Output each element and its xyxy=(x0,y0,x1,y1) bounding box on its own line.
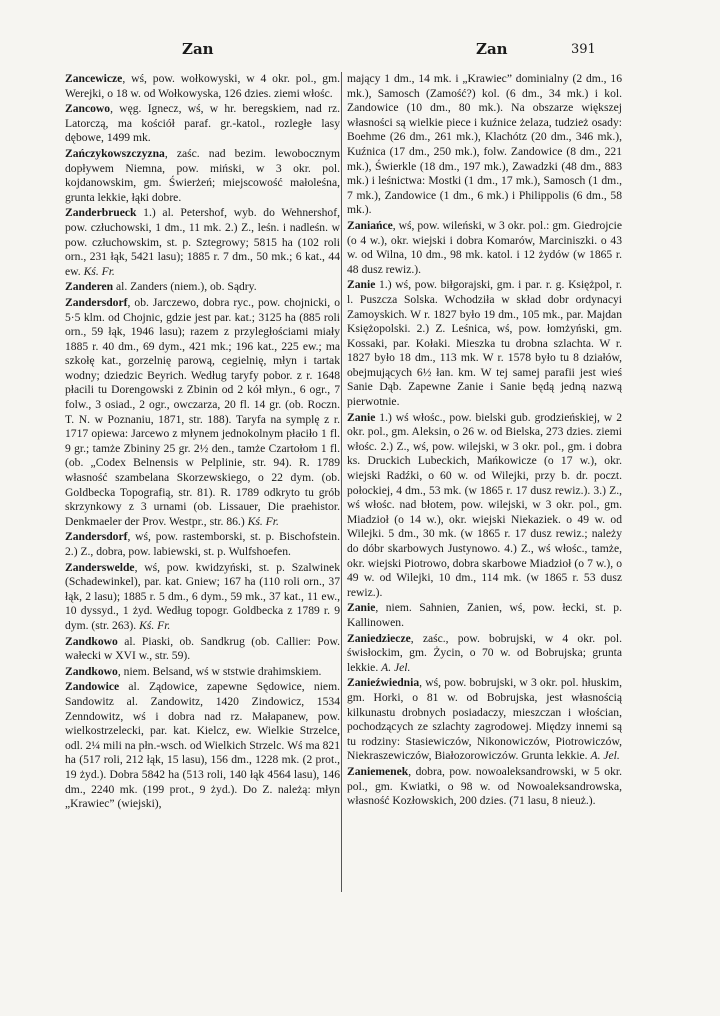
entry-headword: Zandersdorf xyxy=(65,295,128,309)
right-column xyxy=(347,72,622,972)
dictionary-entry xyxy=(347,765,622,809)
dictionary-entry xyxy=(65,206,340,279)
dictionary-entry xyxy=(65,102,340,146)
entry-headword: Zanieźwiednia xyxy=(347,676,420,690)
entry-text: , zaśc. nad bezim. lewobocznym dopływem Niemna, pow. miński, w 3 okr. pol. kojdanowskim, gm. Świerżeń; miejscowość małoleśna, grunta lekkie, łąki dobre. xyxy=(65,146,340,204)
entry-signature: A. Jel. xyxy=(381,660,411,674)
entry-text: 1.) wś, pow. biłgorajski, gm. i par. r. g. Księżpol, r. l. Puszcza Solska. Wchodziła w skład dobr ordynacyi Zamoyskich. W r. 1827 było 19 dm., 105 mk., par. Majdan Księżopolski. 2.) Z. Leśnica, wś, pow. łomżyński, gm. Kossaki, par. Kołaki. Mieszka tu drobna szlachta. W r. 1827 było 18 dm., 113 mk. W r. 1578 było tu 8 działów, obejmujących 6½ łan. km. W tej samej parafii jest wieś Sanie Dąb. Zapewne Zanie i Sanie będą jedną nazwą pierwotnie. xyxy=(347,278,622,409)
entry-headword: Zandkowo xyxy=(65,634,118,648)
header-right-guide-word: Zan xyxy=(476,40,508,58)
entry-text: 1.) al. Petershof, wyb. do Wehnershof, pow. człuchowski, 1 dm., 11 mk. 2.) Z., leśn. i nadleśn. w pow. człuchowskim, st. p. Sztegrowy; 5815 ha (102 roli orn., 231 łąk, 5421 lasu); 1885 r. 7 dm., 50 mk.; 6 kat., 44 ew. xyxy=(65,206,340,278)
dictionary-entry xyxy=(347,601,622,630)
dictionary-entry xyxy=(65,680,340,811)
entry-text: , niem. Belsand, wś w ststwie drahimskiem. xyxy=(117,664,322,678)
entry-headword: Zanderen xyxy=(65,280,114,294)
entry-text: al. Piaski, ob. Sandkrug (ob. Callier: Pow. wałecki w XVI w., str. 59). xyxy=(65,634,340,663)
dictionary-entry xyxy=(347,219,622,277)
entry-headword: Zanderswelde xyxy=(65,560,135,574)
dictionary-entry xyxy=(347,676,622,764)
header-left-guide-word: Zan xyxy=(182,40,214,58)
entry-signature: Kś. Fr. xyxy=(83,264,115,278)
entry-headword: Zanie xyxy=(347,601,376,615)
dictionary-entry xyxy=(65,665,340,680)
dictionary-entry xyxy=(65,635,340,664)
entry-text: , niem. Sahnien, Zanien, wś, pow. łecki, st. p. Kallinowen. xyxy=(347,601,622,629)
entry-text: mający 1 dm., 14 mk. i „Krawiec” dominialny (2 dm., 16 mk.), Samosch (Zamość?) kol. (6 dm., 34 mk.) i kol. Zandowice (10 dm., 80 mk.). Na obszarze większej własności są wielkie piece i kuźnice żelaza, tudzież osady: Boehme (26 dm., 261 mk.), Klachótz (20 dm., 346 mk.), Kuźnica (17 dm., 250 mk.), folw. Zandowice (8 dm., 221 mk.), Świerkle (18 dm., 197 mk.), Zawadzki (48 dm., 883 mk.) i leśnictwa: Mostki (1 dm., 17 mk.), Samosch (1 dm., 7 mk.), Zandowice (1 dm., 6 mk.) i Philippolis (6 dm., 58 mk.). xyxy=(347,72,622,217)
dictionary-entry xyxy=(347,411,622,601)
entry-headword: Zanderbrueck xyxy=(65,206,137,220)
entry-headword: Zanie xyxy=(347,278,376,292)
entry-text: , wś, pow. wołkowyski, w 4 okr. pol., gm. Werejki, o 18 w. od Wołkowyska, 126 dzies. ziemi włośc. xyxy=(65,72,340,100)
entry-text: , ob. Jarczewo, dobra ryc., pow. chojnicki, o 5·5 klm. od Chojnic, gdzie jest par. kat.; 3125 ha (885 roli orn., 59 łąk, 1946 lasu); razem z przyległościami miały 1885 r. 40 dm., 69 dym., 421 mk.; 196 kat., 225 ew.; ma szkołę kat., gorzelnię parową, cegielnię, młyn i tartak wodny; dziedzic Beyrich. Według taryfy pobor. z r. 1648 płacili tu Dorengowski z Zbinin od 2 kół młyn., 6 ogr., 7 folw., 3 osiad., 2 ogr., owczarza, 20 fl. 14 gr. (ob. Roczn. T. N. w Poznaniu, 1871, str. 188). Taryfa na symplę z r. 1717 opiewa: Jarcewo z młynem jednokolnym płaciło 1 fl. 9 gr.; tamże Zbininy 25 gr. 2½ den., tamże Czartołom 1 fl. (ob. „Codex Belnensis w Pelplinie, str. 94). R. 1789 własność szambelana Skorzewskiego, o 22 dym. (ob. Goldbecka Topografią, str. 81). R. 1789 odkryto tu grób skrzynkowy z 3 urnami (ob. Lissauer, Die praehistor. Denkmaeler der Prov. Westpr., str. 86.) xyxy=(65,295,340,528)
entry-signature: Kś. Fr. xyxy=(139,618,171,632)
running-header xyxy=(0,40,720,60)
column-divider xyxy=(341,72,342,892)
entry-text: , węg. Ignecz, wś, w hr. beregskiem, nad rz. Latorczą, ma kościół paraf. gr.-katol., rozległe lasy dębowe, 1499 mk. xyxy=(65,102,340,145)
entry-headword: Zanie xyxy=(347,410,376,424)
entry-headword: Zancowo xyxy=(65,102,111,116)
dictionary-entry xyxy=(65,296,340,530)
entry-headword: Zaniańce xyxy=(347,218,393,232)
dictionary-entry xyxy=(65,561,340,634)
entry-headword: Zancewicze xyxy=(65,72,123,85)
entry-headword: Zandkowo xyxy=(65,664,118,678)
left-column xyxy=(65,72,340,972)
entry-text: 1.) wś włośc., pow. bielski gub. grodzieńskiej, w 2 okr. pol., gm. Aleksin, o 26 w. od Bielska, 273 dzies. ziemi włośc. 2.) Z., wś, pow. wilejski, w 3 okr. pol., gm. i dobra ks. Druckich Lubeckich, Mańkowicze (o 17 w.), okr. wiejski Radźki, o 60 w. od Wilejki, przy b. dr. poczt. połockiej, 4 dm., 53 mk. (w 1865 r. 17 dusz rewiz.). 3.) Z., wś włośc. nad błotem, pow. wilejski, w 3 okr. pol., gm. Miadzioł (o 14 w.), okr. wiejski Niekaziek. o 49 w. od Wilejki. 5 dm., 30 mk. (w 1865 r. 17 dusz rewiz.; należy do dóbr skarbowych Justynowo. 4.) Z., wś włośc., tamże, okr. wiejski Piotrowo, dobra skarbowe Miadzioł (o 7 w.), o 49 w. od Wilejki, 10 dm., 114 mk. (w 1865 r. 53 dusz rewiz.). xyxy=(347,410,622,599)
entry-text: al. Ządowice, zapewne Sędowice, niem. Sandowitz al. Zandowitz, 1420 Zindowicz, 1534 Zenndowitz, wś i dobra nad rz. Małapanew, pow. wielkostrzelecki, par. kat. Kielcz, ew. Wielkie Strzelce, odl. 2¼ mili na płn.-wsch. od Wielkich Strzelc. Wś ma 821 ha (517 roli, 212 łąk, 15 lasu), 156 dm., 1228 mk. (2 prot., 19 żyd.). Dobra 5842 ha (513 roli, 140 łąk 4564 lasu), 146 dm., 2240 mk. (199 prot., 9 żyd.). Do Z. należą: młyn „Krawiec” (wiejski), xyxy=(65,680,340,811)
entry-headword: Zandowice xyxy=(65,680,120,694)
entry-text: , zaśc., pow. bobrujski, w 4 okr. pol. świsłockim, gm. Życin, o 70 w. od Bobrujska; grunta lekkie. xyxy=(347,631,622,674)
dictionary-entry xyxy=(65,72,340,101)
dictionary-entry xyxy=(65,280,340,295)
entry-signature: Kś. Fr. xyxy=(247,514,279,528)
dictionary-entry xyxy=(347,72,622,218)
page-number: 391 xyxy=(571,42,596,57)
dictionary-entry xyxy=(65,530,340,559)
entry-signature: A. Jel. xyxy=(590,749,620,763)
entry-headword: Zaniedziecze xyxy=(347,631,411,645)
entry-text: , wś, pow. kwidzyński, st. p. Szalwinek (Schadewinkel), par. kat. Gniew; 167 ha (110 roli orn., 37 łąk, 2 lasu); 1885 r. 5 dm., 6 dym., 59 mk., 37 kat., 11 ew., 10 dyssyd., 1 żyd. Według topogr. Goldbecka z 1789 r. 9 dym. (str. 263). xyxy=(65,560,340,632)
entry-headword: Zaniemenek xyxy=(347,764,409,778)
entry-text: , wś, pow. bobrujski, w 3 okr. pol. hłuskim, gm. Horki, o 81 w. od Bobrujska, jest własnością kilkunastu drobnych posiadaczy, mieszczan i włościan, pochodzących ze szlachty zagrodowej. Między innemi są tu rodziny: Stasiewiczów, Nikonowiczów, Piotrowiczów, Niekraszewiczów, Białozorowiczów. Grunta lekkie. xyxy=(347,676,622,763)
entry-text: , dobra, pow. nowoaleksandrowski, w 5 okr. pol., gm. Kwiatki, o 98 w. od Nowoaleksandrowska, własność Kozłowskich, 200 dzies. (71 lasu, 8 nieuż.). xyxy=(347,764,622,808)
entry-text: , wś, pow. rastemborski, st. p. Bischofstein. 2.) Z., dobra, pow. labiewski, st. p. Wulfshoefen. xyxy=(65,530,340,558)
entry-text: , wś, pow. wileński, w 3 okr. pol.: gm. Giedrojcie (o 4 w.), okr. wiejski i dobra Komarów, Marciniszki. o 43 w. od Wilna, 10 dm., 98 mk. katol. i 12 żydów (w 1865 r. 48 dusz rewiz.). xyxy=(347,218,622,276)
dictionary-entry xyxy=(347,632,622,676)
entry-headword: Zańczykowszczyzna xyxy=(65,146,165,160)
entry-text: al. Zanders (niem.), ob. Sądry. xyxy=(113,280,257,294)
dictionary-entry xyxy=(65,147,340,205)
dictionary-entry xyxy=(347,278,622,409)
entry-headword: Zandersdorf xyxy=(65,530,128,544)
